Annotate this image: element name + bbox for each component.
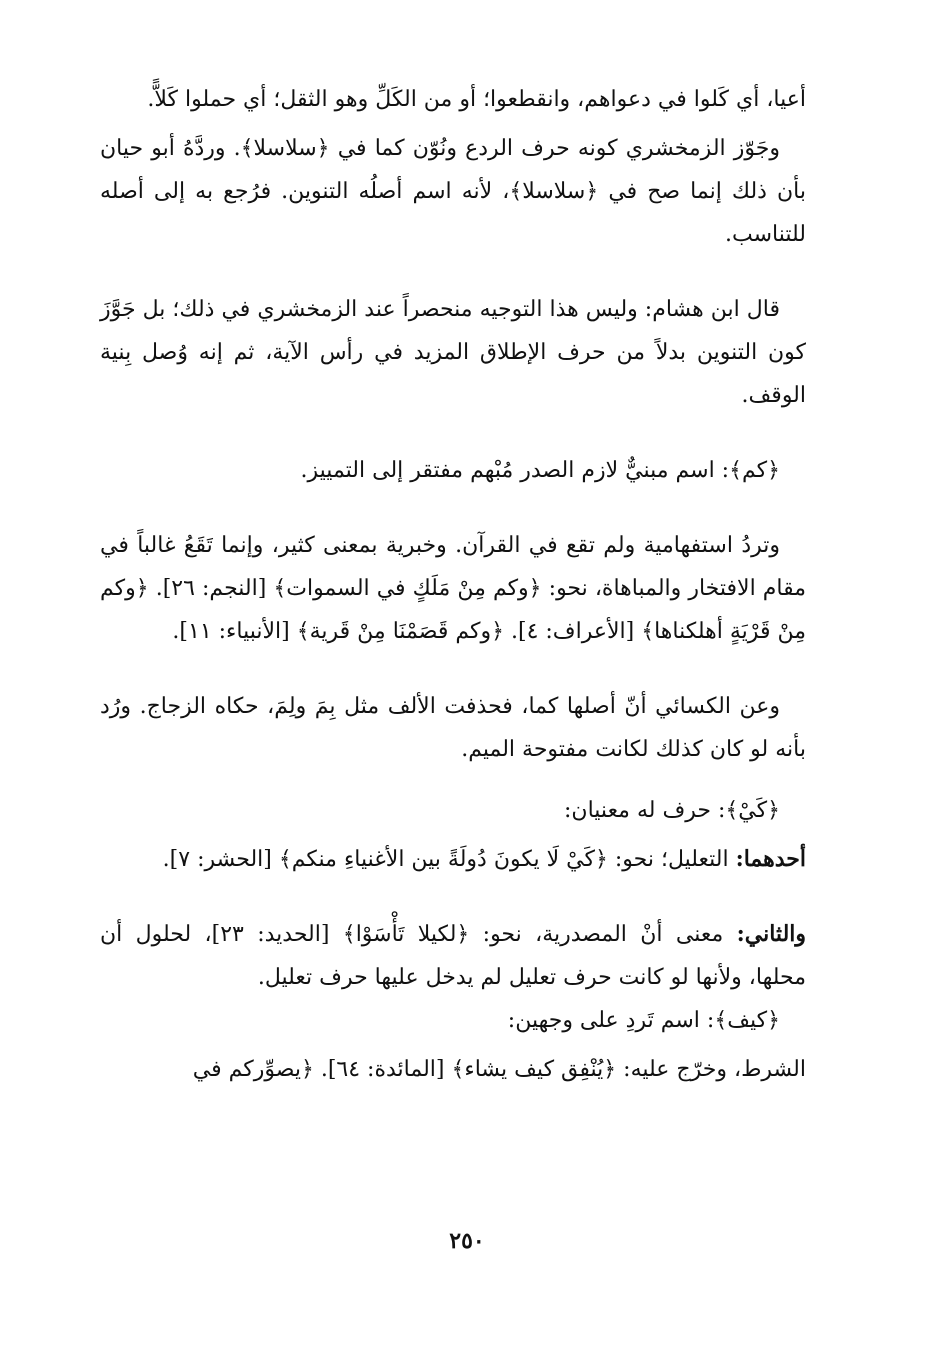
paragraph-first-meaning (100, 838, 806, 881)
entry-kayfa: ﴿كيف﴾: اسم تَردِ على وجهين: (507, 1008, 780, 1033)
second-meaning-text: معنى أنْ المصدرية، نحو: ﴿لكيلا تَأْسَوْا﴾ [الحديد: ٢٣]، لحلول أن محلها، ولأنها لو كانت حرف تعليل لم يدخل عليها حرف تعليل. (100, 922, 806, 990)
first-meaning-text: التعليل؛ نحو: ﴿كَيْ لَا يكونَ دُولَةً بين الأغنياءِ منكم﴾ [الحشر: ٧]. (162, 847, 736, 872)
page-number: ٢٥٠ (449, 1228, 485, 1254)
entry-kam: ﴿كم﴾: اسم مبنيٌّ لازم الصدر مُبْهم مفتقر إلى التمييز. (300, 458, 780, 483)
second-meaning-label: والثاني: (736, 921, 807, 947)
paragraph-2: وجَوّز الزمخشري كونه حرف الردع ونُوّن كما في ﴿سلاسلا﴾. وردَّهُ أبو حيان بأن ذلك إنما صح في ﴿سلاسلا﴾، لأنه اسم أصلُه التنوين. فرُجع به إلى أصله للتناسب. (100, 136, 806, 247)
entry-kay: ﴿كَيْ﴾: حرف له معنيان: (564, 798, 780, 823)
first-meaning-label: أحدهما: (735, 846, 806, 872)
paragraph-kam-usage: وتردُ استفهامية ولم تقع في القرآن. وخبرية بمعنى كثير، وإنما تَقَعُ غالباً في مقام الافتخار والمباهاة، نحو: ﴿وكم مِنْ مَلَكٍ في السموات﴾ [النجم: ٢٦]. ﴿وكم مِنْ قَرْيَةٍ أهلكناها﴾ [الأعراف: ٤]. ﴿وكم قَصَمْنَا مِنْ قَرية﴾ [الأنبياء: ١١]. (100, 533, 807, 644)
paragraph-condition: الشرط، وخرّج عليه: ﴿يُنْفِق كيف يشاء﴾ [المائدة: ٦٤]. ﴿يصوِّركم في (192, 1057, 806, 1082)
paragraph-kisai: وعن الكسائي أنّ أصلها كما، فحذفت الألف مثل بِمَ ولِمَ، حكاه الزجاج. ورُد بأنه لو كان كذلك لكانت مفتوحة الميم. (100, 694, 806, 762)
paragraph-3: قال ابن هشام: وليس هذا التوجيه منحصراً عند الزمخشري في ذلك؛ بل جَوَّزَ كون التنوين بدلاً من حرف الإطلاق المزيد في رأس الآية، ثم إنه وُصل بِنية الوقف. (100, 297, 806, 408)
text-column (100, 78, 806, 1091)
paragraph-second-meaning (100, 913, 806, 999)
paragraph-1: أعيا، أي كَلوا في دعواهم، وانقطعوا؛ أو من الكَلِّ وهو الثقل؛ أي حملوا كَلاًّ. (147, 87, 806, 112)
